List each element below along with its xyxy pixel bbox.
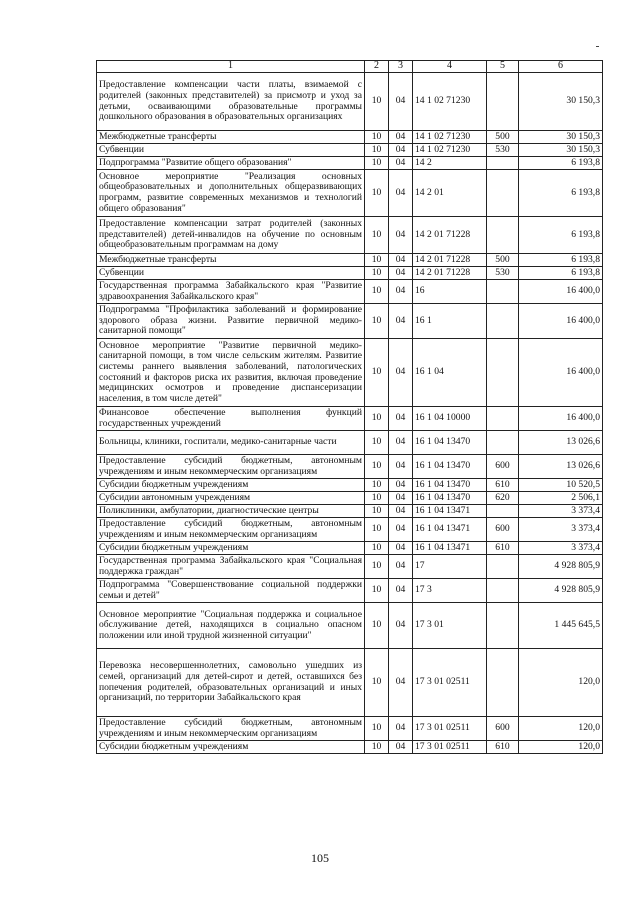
row-target-article-cell: 16 1 04 13471 [413, 542, 487, 555]
row-amount-cell: 4 928 805,9 [519, 579, 603, 603]
row-section-cell: 10 [365, 254, 389, 267]
row-subsection-cell: 04 [389, 131, 413, 144]
header-cell-sum: 6 [519, 61, 603, 73]
row-section-cell: 10 [365, 518, 389, 542]
row-section-cell: 10 [365, 144, 389, 157]
row-target-article-cell: 16 1 [413, 304, 487, 339]
row-name-cell: Предоставление субсидий бюджетным, автономным учреждениям и иным некоммерческим организациям [97, 717, 365, 741]
table-row [97, 170, 603, 217]
row-section-cell: 10 [365, 603, 389, 649]
table-row [97, 505, 603, 518]
table-row [97, 407, 603, 431]
row-amount-cell: 3 373,4 [519, 505, 603, 518]
table-row [97, 254, 603, 267]
row-subsection-cell: 04 [389, 518, 413, 542]
row-subsection-cell: 04 [389, 304, 413, 339]
row-amount-cell: 2 506,1 [519, 492, 603, 505]
row-name-cell: Основное мероприятие "Развитие первичной медико-санитарной помощи, в том числе сельским жителям. Развитие системы раннего выявления заболеваний, патологических состояний и факторов риска их развития, включая проведение медицинских осмотров и проведение диспансеризации населения, в том числе детей" [97, 339, 365, 407]
table-row [97, 492, 603, 505]
row-amount-cell: 3 373,4 [519, 542, 603, 555]
row-section-cell: 10 [365, 339, 389, 407]
row-name-cell: Поликлиники, амбулатории, диагностические центры [97, 505, 365, 518]
row-target-article-cell: 14 1 02 71230 [413, 131, 487, 144]
row-amount-cell: 13 026,6 [519, 455, 603, 479]
row-expense-type-cell: 600 [487, 518, 519, 542]
row-section-cell: 10 [365, 170, 389, 217]
row-section-cell: 10 [365, 431, 389, 455]
row-section-cell: 10 [365, 267, 389, 280]
row-expense-type-cell [487, 339, 519, 407]
row-subsection-cell: 04 [389, 603, 413, 649]
row-target-article-cell: 17 3 01 02511 [413, 741, 487, 754]
row-expense-type-cell [487, 579, 519, 603]
row-name-cell: Государственная программа Забайкальского края "Социальная поддержка граждан" [97, 555, 365, 579]
row-expense-type-cell: 600 [487, 455, 519, 479]
table-header-row [97, 61, 603, 73]
row-target-article-cell: 16 [413, 280, 487, 304]
row-amount-cell: 30 150,3 [519, 73, 603, 131]
row-section-cell: 10 [365, 455, 389, 479]
row-target-article-cell: 17 3 01 [413, 603, 487, 649]
table-row [97, 479, 603, 492]
row-expense-type-cell: 530 [487, 144, 519, 157]
row-section-cell: 10 [365, 555, 389, 579]
row-amount-cell: 3 373,4 [519, 518, 603, 542]
row-expense-type-cell [487, 73, 519, 131]
row-section-cell: 10 [365, 579, 389, 603]
row-expense-type-cell [487, 649, 519, 717]
row-subsection-cell: 04 [389, 254, 413, 267]
row-section-cell: 10 [365, 741, 389, 754]
row-amount-cell: 6 193,8 [519, 267, 603, 280]
row-name-cell: Предоставление субсидий бюджетным, автономным учреждениям и иным некоммерческим организациям [97, 455, 365, 479]
budget-table [96, 60, 603, 754]
row-amount-cell: 16 400,0 [519, 407, 603, 431]
row-name-cell: Подпрограмма "Развитие общего образования" [97, 157, 365, 170]
row-target-article-cell: 16 1 04 [413, 339, 487, 407]
row-expense-type-cell [487, 555, 519, 579]
row-target-article-cell: 17 3 [413, 579, 487, 603]
row-amount-cell: 10 520,5 [519, 479, 603, 492]
row-section-cell: 10 [365, 649, 389, 717]
row-target-article-cell: 14 1 02 71230 [413, 144, 487, 157]
row-subsection-cell: 04 [389, 407, 413, 431]
header-cell-vr: 5 [487, 61, 519, 73]
row-amount-cell: 120,0 [519, 717, 603, 741]
row-amount-cell: 30 150,3 [519, 144, 603, 157]
row-name-cell: Больницы, клиники, госпитали, медико-санитарные части [97, 431, 365, 455]
row-amount-cell: 30 150,3 [519, 131, 603, 144]
row-section-cell: 10 [365, 505, 389, 518]
row-target-article-cell: 16 1 04 10000 [413, 407, 487, 431]
scan-mark [596, 46, 599, 47]
row-target-article-cell: 16 1 04 13470 [413, 479, 487, 492]
row-section-cell: 10 [365, 492, 389, 505]
table-row [97, 217, 603, 254]
row-subsection-cell: 04 [389, 479, 413, 492]
row-subsection-cell: 04 [389, 741, 413, 754]
row-subsection-cell: 04 [389, 717, 413, 741]
header-cell-rz: 2 [365, 61, 389, 73]
row-expense-type-cell [487, 217, 519, 254]
table-row [97, 603, 603, 649]
table-row [97, 649, 603, 717]
row-target-article-cell: 14 2 01 71228 [413, 217, 487, 254]
row-target-article-cell: 16 1 04 13471 [413, 518, 487, 542]
row-name-cell: Основное мероприятие "Социальная поддержка и социальное обслуживание детей, находящихся в социально опасном положении или иной трудной жизненной ситуации" [97, 603, 365, 649]
row-expense-type-cell: 620 [487, 492, 519, 505]
row-section-cell: 10 [365, 407, 389, 431]
row-subsection-cell: 04 [389, 431, 413, 455]
row-target-article-cell: 14 2 01 71228 [413, 267, 487, 280]
row-name-cell: Межбюджетные трансферты [97, 254, 365, 267]
row-target-article-cell: 14 2 01 [413, 170, 487, 217]
row-subsection-cell: 04 [389, 157, 413, 170]
row-target-article-cell: 16 1 04 13470 [413, 455, 487, 479]
row-name-cell: Субсидии бюджетным учреждениям [97, 741, 365, 754]
row-section-cell: 10 [365, 542, 389, 555]
row-target-article-cell: 16 1 04 13471 [413, 505, 487, 518]
table-row [97, 717, 603, 741]
table-row [97, 267, 603, 280]
row-expense-type-cell [487, 431, 519, 455]
row-name-cell: Предоставление компенсации части платы, взимаемой с родителей (законных представителей) за присмотр и уход за детьми, осваивающими образовательные программы дошкольного образования в образовательных организациях [97, 73, 365, 131]
row-name-cell: Субсидии автономным учреждениям [97, 492, 365, 505]
row-target-article-cell: 17 3 01 02511 [413, 717, 487, 741]
row-subsection-cell: 04 [389, 267, 413, 280]
row-subsection-cell: 04 [389, 144, 413, 157]
row-name-cell: Межбюджетные трансферты [97, 131, 365, 144]
row-subsection-cell: 04 [389, 170, 413, 217]
header-cell-pr: 3 [389, 61, 413, 73]
row-subsection-cell: 04 [389, 280, 413, 304]
row-target-article-cell: 14 1 02 71230 [413, 73, 487, 131]
row-amount-cell: 120,0 [519, 649, 603, 717]
row-amount-cell: 6 193,8 [519, 217, 603, 254]
row-subsection-cell: 04 [389, 555, 413, 579]
row-name-cell: Субвенции [97, 267, 365, 280]
table-row [97, 157, 603, 170]
row-target-article-cell: 14 2 01 71228 [413, 254, 487, 267]
row-amount-cell: 1 445 645,5 [519, 603, 603, 649]
table-row [97, 741, 603, 754]
row-target-article-cell: 17 [413, 555, 487, 579]
row-name-cell: Финансовое обеспечение выполнения функций государственных учреждений [97, 407, 365, 431]
row-expense-type-cell: 500 [487, 254, 519, 267]
row-subsection-cell: 04 [389, 542, 413, 555]
table-row [97, 280, 603, 304]
row-expense-type-cell: 500 [487, 131, 519, 144]
table-row [97, 542, 603, 555]
row-name-cell: Подпрограмма "Профилактика заболеваний и формирование здорового образа жизни. Развитие первичной медико-санитарной помощи" [97, 304, 365, 339]
table-row [97, 144, 603, 157]
row-expense-type-cell [487, 157, 519, 170]
table-row [97, 455, 603, 479]
row-expense-type-cell: 610 [487, 479, 519, 492]
row-name-cell: Подпрограмма "Совершенствование социальной поддержки семьи и детей" [97, 579, 365, 603]
row-section-cell: 10 [365, 217, 389, 254]
row-expense-type-cell [487, 280, 519, 304]
row-expense-type-cell: 610 [487, 741, 519, 754]
header-cell-csr: 4 [413, 61, 487, 73]
row-name-cell: Перевозка несовершеннолетних, самовольно ушедших из семей, организаций для детей-сирот и детей, оставшихся без попечения родителей, образовательных организаций и иных организаций, по территории Забайкальского края [97, 649, 365, 717]
table-row [97, 579, 603, 603]
row-expense-type-cell: 610 [487, 542, 519, 555]
row-amount-cell: 6 193,8 [519, 170, 603, 217]
row-expense-type-cell: 600 [487, 717, 519, 741]
row-amount-cell: 13 026,6 [519, 431, 603, 455]
row-subsection-cell: 04 [389, 492, 413, 505]
row-name-cell: Основное мероприятие "Реализация основных общеобразовательных и дополнительных общеразвивающих программ, развитие современных механизмов и технологий общего образования" [97, 170, 365, 217]
header-cell-name: 1 [97, 61, 365, 73]
row-section-cell: 10 [365, 280, 389, 304]
row-section-cell: 10 [365, 131, 389, 144]
table-row [97, 555, 603, 579]
table-row [97, 518, 603, 542]
row-expense-type-cell [487, 407, 519, 431]
row-name-cell: Субсидии бюджетным учреждениям [97, 479, 365, 492]
row-subsection-cell: 04 [389, 649, 413, 717]
row-subsection-cell: 04 [389, 339, 413, 407]
row-expense-type-cell: 530 [487, 267, 519, 280]
table-row [97, 431, 603, 455]
row-subsection-cell: 04 [389, 73, 413, 131]
table-row [97, 131, 603, 144]
row-subsection-cell: 04 [389, 505, 413, 518]
row-amount-cell: 120,0 [519, 741, 603, 754]
row-subsection-cell: 04 [389, 455, 413, 479]
row-name-cell: Субсидии бюджетным учреждениям [97, 542, 365, 555]
row-target-article-cell: 16 1 04 13470 [413, 492, 487, 505]
row-section-cell: 10 [365, 717, 389, 741]
row-target-article-cell: 17 3 01 02511 [413, 649, 487, 717]
row-amount-cell: 16 400,0 [519, 339, 603, 407]
table-row [97, 304, 603, 339]
row-expense-type-cell [487, 505, 519, 518]
row-name-cell: Предоставление компенсации затрат родителей (законных представителей) детей-инвалидов на обучение по основным общеобразовательным программам на дому [97, 217, 365, 254]
row-target-article-cell: 16 1 04 13470 [413, 431, 487, 455]
row-name-cell: Субвенции [97, 144, 365, 157]
row-section-cell: 10 [365, 73, 389, 131]
row-section-cell: 10 [365, 479, 389, 492]
row-name-cell: Предоставление субсидий бюджетным, автономным учреждениям и иным некоммерческим организациям [97, 518, 365, 542]
row-amount-cell: 16 400,0 [519, 280, 603, 304]
row-expense-type-cell [487, 304, 519, 339]
row-section-cell: 10 [365, 304, 389, 339]
table-row [97, 73, 603, 131]
row-amount-cell: 16 400,0 [519, 304, 603, 339]
row-name-cell: Государственная программа Забайкальского края "Развитие здравоохранения Забайкальского края" [97, 280, 365, 304]
row-subsection-cell: 04 [389, 579, 413, 603]
row-amount-cell: 4 928 805,9 [519, 555, 603, 579]
row-expense-type-cell [487, 170, 519, 217]
row-amount-cell: 6 193,8 [519, 157, 603, 170]
row-expense-type-cell [487, 603, 519, 649]
row-subsection-cell: 04 [389, 217, 413, 254]
row-amount-cell: 6 193,8 [519, 254, 603, 267]
page-number: 105 [311, 851, 329, 865]
row-target-article-cell: 14 2 [413, 157, 487, 170]
row-section-cell: 10 [365, 157, 389, 170]
table-row [97, 339, 603, 407]
